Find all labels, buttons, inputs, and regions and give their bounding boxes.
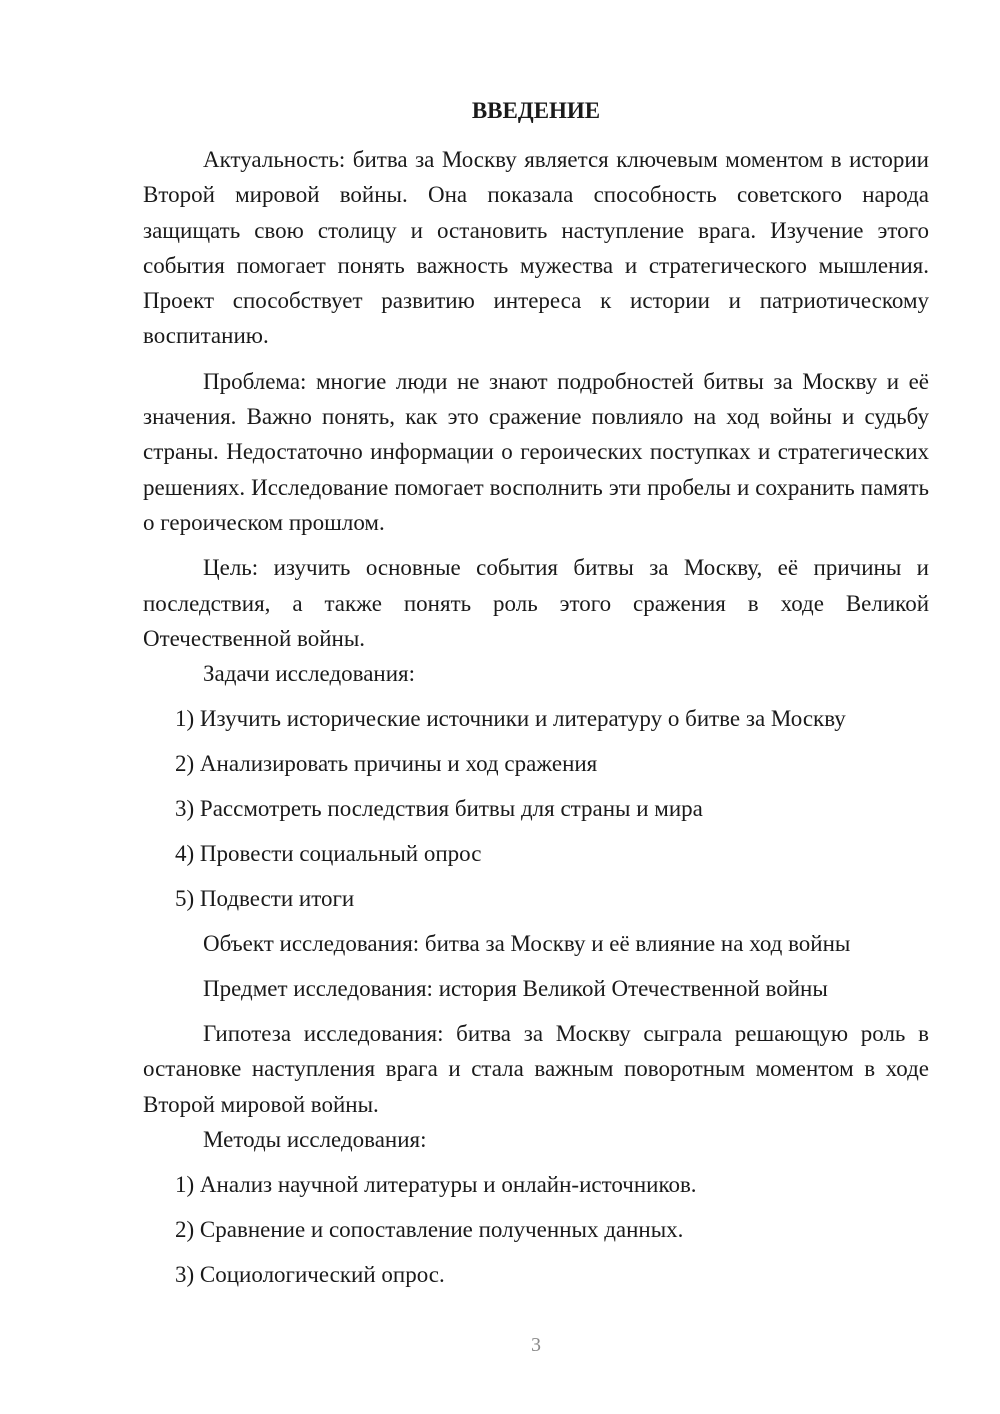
list-item: 3) Рассмотреть последствия битвы для страны и мира — [175, 796, 703, 822]
page-title: ВВЕДЕНИЕ — [471, 98, 601, 123]
relevance-paragraph: Актуальность: битва за Москву является ключевым моментом в истории Второй мировой войны. Она показала способность советского народа защищать свою столицу и остановить наступление врага. Изучение этого события помогает понять важность мужества и стратегического мышления. Проект способствует развитию интереса к истории и патриотическому воспитанию. — [143, 147, 929, 349]
document-body — [143, 142, 929, 1292]
page-number: 3 — [531, 1334, 541, 1356]
object-line: Объект исследования: битва за Москву и её влияние на ход войны — [203, 931, 851, 957]
subject-line: Предмет исследования: история Великой Отечественной войны — [203, 976, 828, 1002]
methods-title: Методы исследования: — [203, 1127, 427, 1153]
list-item: 3) Социологический опрос. — [175, 1262, 445, 1288]
tasks-list — [143, 701, 929, 916]
problem-paragraph: Проблема: многие люди не знают подробностей битвы за Москву и её значения. Важно понять, как это сражение повлияло на ход войны и судьбу страны. Недостаточно информации о героических поступках и стратегических решениях. Исследование помогает восполнить эти пробелы и сохранить память о героическом прошлом. — [143, 368, 929, 535]
list-item: 5) Подвести итоги — [175, 886, 355, 912]
goal-paragraph: Цель: изучить основные события битвы за Москву, её причины и последствия, а также понять роль этого сражения в ходе Великой Отечественной войны. — [143, 555, 929, 651]
tasks-title: Задачи исследования: — [203, 661, 416, 687]
list-item: 2) Анализировать причины и ход сражения — [175, 751, 598, 777]
methods-list — [143, 1167, 929, 1292]
list-item: 4) Провести социальный опрос — [175, 841, 482, 867]
list-item: 1) Изучить исторические источники и литературу о битве за Москву — [175, 706, 846, 732]
list-item: 1) Анализ научной литературы и онлайн-источников. — [175, 1172, 697, 1198]
list-item: 2) Сравнение и сопоставление полученных данных. — [175, 1217, 684, 1243]
hypothesis-paragraph: Гипотеза исследования: битва за Москву сыграла решающую роль в остановке наступления врага и стала важным поворотным моментом в ходе Второй мировой войны. — [143, 1021, 929, 1117]
